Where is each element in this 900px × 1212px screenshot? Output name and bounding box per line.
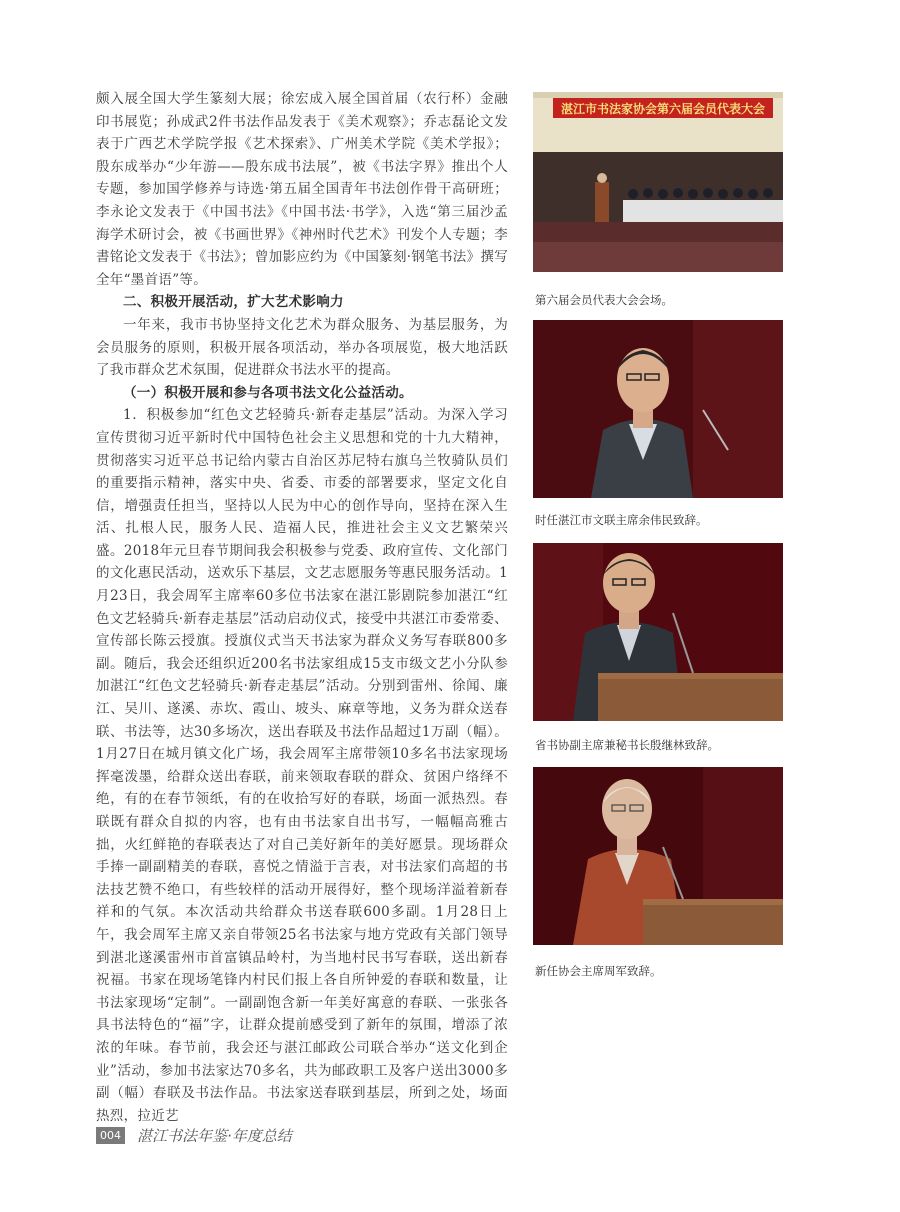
caption-photo-3: 省书协副主席兼秘书长殷继林致辞。 (535, 738, 719, 752)
photo-speaker-yin (533, 543, 783, 721)
page-footer (96, 1124, 292, 1146)
publication-title: 湛江书法年鉴·年度总结 (137, 1126, 292, 1145)
photo-speaker-yu (533, 320, 783, 498)
paragraph-activities: 1．积极参加“红色文艺轻骑兵·新春走基层”活动。为深入学习宣传贯彻习近平新时代中国特色社会主义思想和党的十九大精神，贯彻落实习近平总书记给内蒙古自治区苏尼特右旗乌兰牧骑队员们的重要指示精神，落实中央、省委、市委的部署要求，坚定文化自信，增强责任担当，坚持以人民为中心的创作导向，坚持在深入生活、扎根人民，服务人民、造福人民，推进社会主义文艺繁荣兴盛。2018年元旦春节期间我会积极参与党委、政府宣传、文化部门的文化惠民活动，送欢乐下基层，文艺志愿服务等惠民服务活动。1月23日，我会周军主席率60多位书法家在湛江影剧院参加湛江“红色文艺轻骑兵·新春走基层”活动启动仪式，接受中共湛江市委常委、宣传部长陈云授旗。授旗仪式当天书法家为群众义务写春联800多副。随后，我会还组织近200名书法家组成15支市级文艺小分队参加湛江“红色文艺轻骑兵·新春走基层”活动。分别到雷州、徐闻、廉江、吴川、遂溪、赤坎、霞山、坡头、麻章等地，义务为群众送春联、书法等，达30多场次，送出春联及书法作品超过1万副（幅）。1月27日在城月镇文化广场，我会周军主席带领10多名书法家现场挥毫泼墨，给群众送出春联，前来领取春联的群众、贫困户络绎不绝，有的在春节领纸，有的在收拾写好的春联，场面一派热烈。春联既有群众自拟的内容，也有由书法家自出书写，一幅幅高雅古拙，火红鲜艳的春联表达了对自己美好新年的美好愿景。现场群众手捧一副副精美的春联，喜悦之情溢于言表，对书法家们高超的书法技艺赞不绝口，有些较样的活动开展得好，整个现场洋溢着新春祥和的气氛。本次活动共给群众书送春联600多副。1月28日上午，我会周军主席又亲自带领25名书法家与地方党政有关部门领导到湛北遂溪雷州市首富镇品岭村，为当地村民书写春联，送出新春祝福。书家在现场笔锋内村民们报上各自所钟爱的春联和数量，让书法家现场“定制”。一副副饱含新一年美好寓意的春联、一张张各具书法特色的“福”字，让群众提前感受到了新年的氛围，增添了浓浓的年味。春节前，我会还与湛江邮政公司联合举办“送文化到企业”活动，参加书法家达70多名，共为邮政职工及客户送出3000多副（幅）春联及书法作品。书法家送春联到基层，所到之处，场面热烈，拉近艺 (96, 407, 508, 1124)
caption-photo-1: 第六届会员代表大会会场。 (535, 293, 673, 307)
subsection-heading: （一）积极开展和参与各项书法文化公益活动。 (123, 384, 413, 401)
caption-photo-2: 时任湛江市文联主席余伟民致辞。 (535, 513, 708, 527)
paragraph-intro: 一年来，我市书协坚持文化艺术为群众服务、为基层服务，为会员服务的原则，积极开展各项活动，举办各项展览，极大地活跃了我市群众艺术氛围，促进群众书法水平的提高。 (96, 316, 508, 379)
section-heading: 二、积极开展活动，扩大艺术影响力 (123, 294, 344, 311)
paragraph-members-achievements: 颇入展全国大学生篆刻大展；徐宏成入展全国首届（农行杯）金融印书展览；孙成武2件书法作品发表于《美术观察》；乔志磊论文发表于广西艺术学院学报《艺术探索》、广州美术学院《美术学报》；殷东成举办“少年游——殷东成书法展”，被《书法字界》推出个人专题，参加国学修养与诗选·第五届全国青年书法创作骨干高研班；李永论文发表于《中国书法》《中国书法·书学》，入选“第三届沙孟海学术研讨会，被《书画世界》《神州时代艺术》刊发个人专题；李書铭论文发表于《书法》；曾加影应约为《中国篆刻·钢笔书法》撰写全年“墨首语”等。 (96, 91, 508, 288)
conference-banner: 湛江市书法家协会第六届会员代表大会 (560, 102, 766, 116)
photo-conference-hall (533, 92, 783, 272)
page-number: 004 (96, 1127, 125, 1144)
article-body (96, 88, 508, 1127)
photo-speaker-zhou (533, 767, 783, 945)
caption-photo-4: 新任协会主席周军致辞。 (535, 964, 662, 978)
